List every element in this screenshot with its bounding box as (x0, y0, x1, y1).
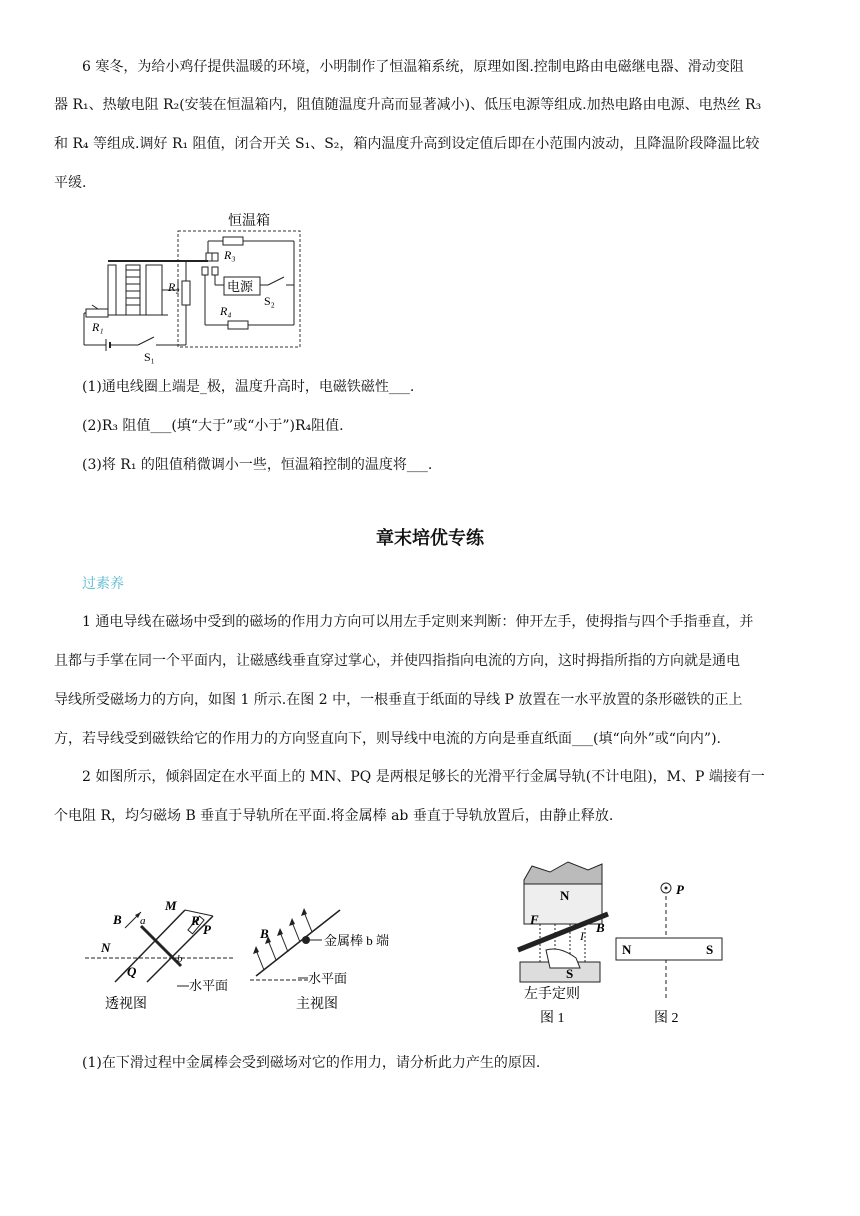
thermostat-circuit-figure (78, 205, 308, 365)
fig2-label-P: P (676, 882, 684, 897)
left-label-M: M (165, 898, 177, 913)
label-r1: R₁ (92, 320, 104, 334)
label-r3: R₃ (224, 248, 236, 262)
label-r2: R₂ (168, 280, 180, 294)
mid-label-B: B (260, 926, 269, 941)
left-hand-rule-figure (510, 850, 740, 1030)
mid-rod-label: 金属棒 b 端 (324, 933, 390, 948)
q2-line-2: 个电阻 R，均匀磁场 B 垂直于导轨所在平面.将金属棒 ab 垂直于导轨放置后，由静止释放. (54, 808, 614, 824)
fig1-rule-label: 左手定则 (524, 987, 580, 1002)
fig2-caption: 图 2 (654, 1011, 679, 1026)
left-label-B: B (113, 912, 122, 927)
front-view-figure (250, 890, 420, 1020)
q2-subq-1: (1)在下滑过程中金属棒会受到磁场对它的作用力，请分析此力产生的原因. (82, 1055, 541, 1071)
fig1-label-I: I (580, 929, 584, 943)
left-label-R: R (191, 913, 200, 928)
resistor-r1 (86, 309, 108, 317)
switch-s1 (138, 337, 154, 345)
relay-coil (126, 265, 140, 315)
section-subtitle: 过素养 (82, 576, 124, 592)
left-label-N: N (101, 940, 111, 955)
label-s2: S₂ (264, 294, 275, 308)
fig1-label-B: B (596, 920, 605, 935)
left-label-P: P (203, 922, 211, 937)
q6-subq-1: (1)通电线圈上端是_极，温度升高时，电磁铁磁性___. (82, 379, 415, 395)
mid-caption: 主视图 (296, 997, 338, 1012)
mid-plane-label: 水平面 (308, 971, 348, 986)
q6-line-4: 平缓. (54, 175, 87, 191)
q6-line-1: 6 寒冬，为给小鸡仔提供温暖的环境，小明制作了恒温箱系统，原理如图.控制电路由电磁继电器、滑动变阻 (82, 59, 744, 75)
left-caption: 透视图 (105, 997, 147, 1012)
label-source: 电源 (227, 279, 254, 294)
fig1-caption: 图 1 (540, 1011, 565, 1026)
left-hand-icon (546, 949, 580, 968)
left-label-Q: Q (127, 964, 137, 979)
label-s1: S₁ (144, 350, 155, 364)
left-label-a: a (140, 915, 146, 927)
fig-box-label: 恒温箱 (228, 214, 270, 229)
switch-s2 (268, 277, 284, 285)
q1-line-4: 方，若导线受到磁铁给它的作用力的方向竖直向下，则导线中电流的方向是垂直纸面___(填“向外”或“向内”). (54, 731, 722, 747)
fig1-label-F: F (530, 912, 539, 927)
fig2-label-N: N (622, 942, 632, 957)
left-plane-label: 水平面 (189, 978, 229, 993)
resistor-r2 (182, 281, 190, 305)
section-title: 章末培优专练 (376, 528, 484, 549)
rod-end-b (302, 936, 310, 944)
q6-subq-3: (3)将 R₁ 的阻值稍微调小一些，恒温箱控制的温度将___. (82, 457, 433, 473)
q1-line-1: 1 通电导线在磁场中受到的磁场的作用力方向可以用左手定则来判断：伸开左手，使拇指与四个手指垂直，并 (82, 614, 754, 630)
fig2-label-S: S (706, 942, 714, 957)
left-label-b: b (177, 953, 183, 965)
q1-line-2: 且都与手掌在同一个平面内，让磁感线垂直穿过掌心，并使四指指向电流的方向，这时拇指所指的方向就是通电 (54, 653, 740, 669)
q6-line-3: 和 R₄ 等组成.调好 R₁ 阻值，闭合开关 S₁、S₂，箱内温度升高到设定值后即在小范围内波动，且降温阶段降温比较 (54, 136, 760, 152)
fig1-label-N: N (560, 888, 570, 903)
resistor-r4 (228, 321, 248, 329)
q6-subq-2: (2)R₃ 阻值___(填“大于”或“小于”)R₄阻值. (82, 418, 344, 434)
perspective-view-figure (85, 890, 255, 1020)
resistor-r3 (223, 237, 243, 245)
fig1-label-S: S (566, 966, 574, 981)
q1-line-3: 导线所受磁场力的方向，如图 1 所示.在图 2 中，一根垂直于纸面的导线 P 放置在一水平放置的条形磁铁的正上 (54, 692, 743, 708)
label-r4: R₄ (220, 304, 232, 318)
q2-line-1: 2 如图所示，倾斜固定在水平面上的 MN、PQ 是两根足够长的光滑平行金属导轨(不计电阻)，M、P 端接有一 (82, 769, 765, 785)
q6-line-2: 器 R₁、热敏电阻 R₂(安装在恒温箱内，阻值随温度升高而显著减小)、低压电源等组成.加热电路由电源、电热丝 R₃ (54, 97, 762, 113)
